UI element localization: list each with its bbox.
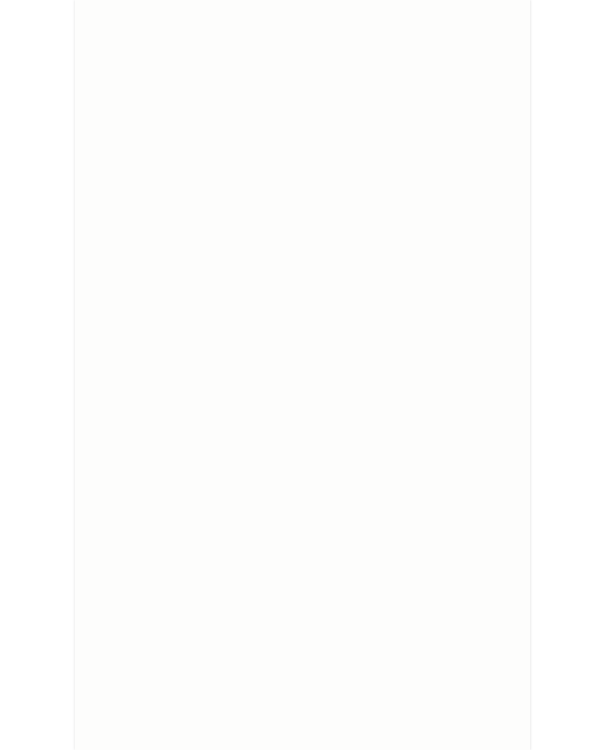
book-page (75, 0, 530, 750)
running-header (75, 22, 530, 44)
